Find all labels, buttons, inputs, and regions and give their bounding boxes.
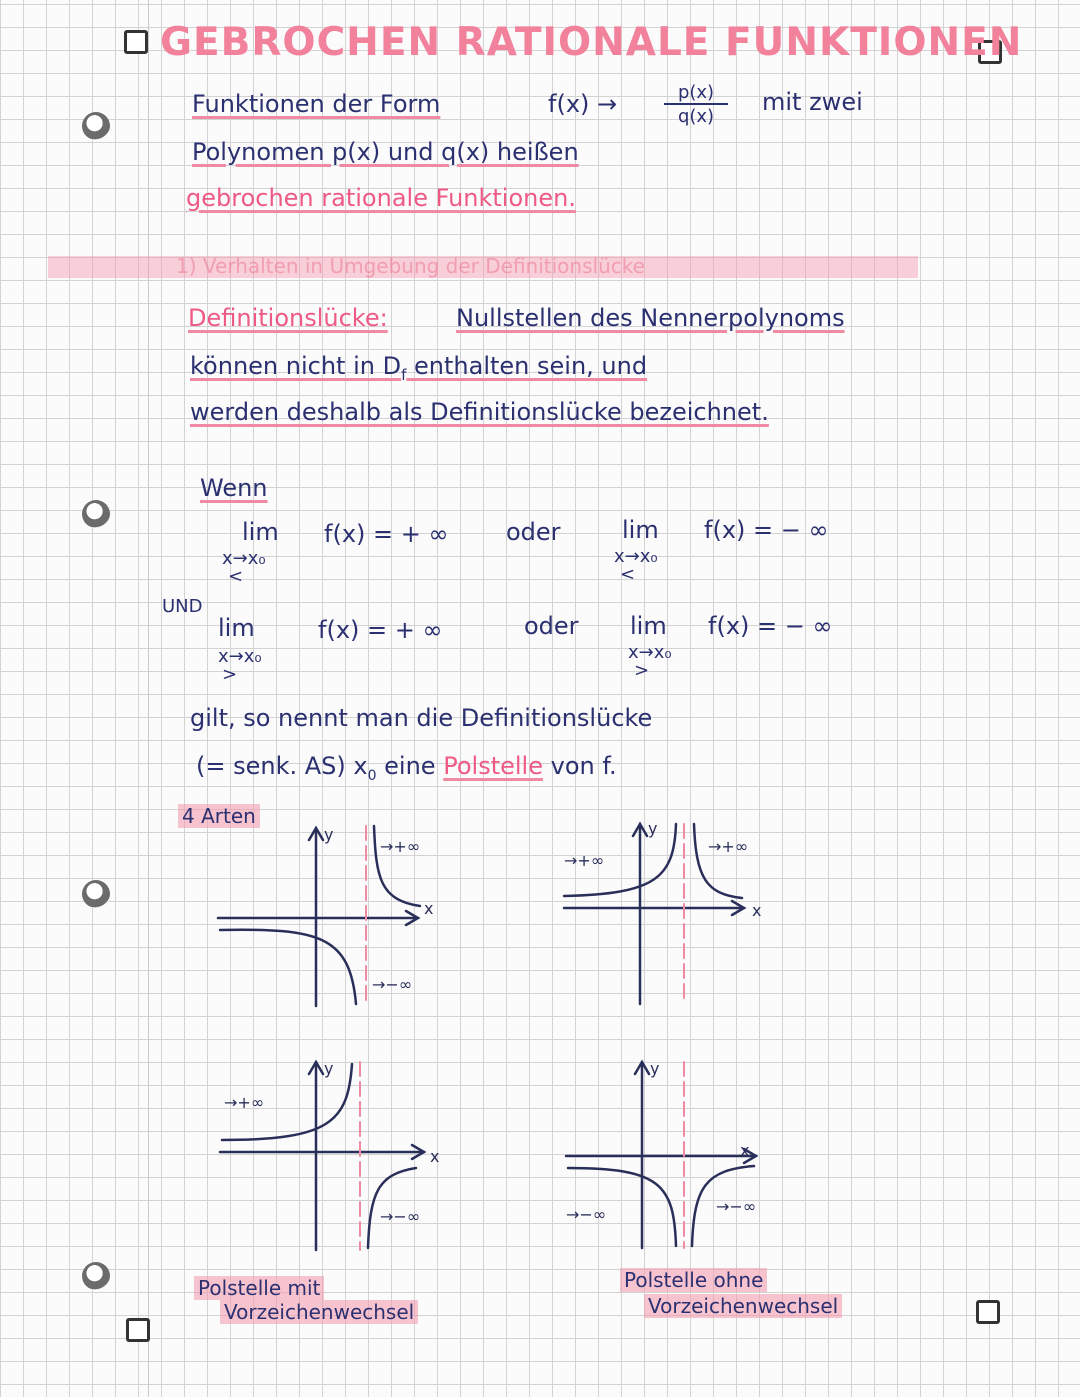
punch-hole [82, 880, 110, 908]
graph-sign-change-2 [210, 1052, 470, 1252]
polstelle-term: Polstelle [443, 752, 543, 780]
intro-text: Polynomen p(x) und q(x) heißen [192, 138, 579, 166]
function-notation: f(x) → [548, 90, 618, 118]
graph-no-sign-change-2 [560, 1052, 820, 1252]
lim-direction: > [634, 660, 650, 681]
wenn-label: Wenn [200, 474, 268, 502]
corner-marker-icon [126, 1318, 150, 1342]
lim-subscript: x→x₀ [628, 642, 672, 663]
lim-subscript: x→x₀ [222, 548, 266, 569]
lim-subscript: x→x₀ [218, 646, 262, 667]
y-axis-label: y [650, 1059, 660, 1078]
oder-label: oder [524, 612, 579, 640]
lim-direction: > [222, 664, 238, 685]
graphs-heading: 4 Arten [178, 804, 260, 828]
limit-annotation: →+∞ [380, 837, 421, 856]
lim-direction: < [620, 564, 636, 585]
graph-no-sign-change-1 [556, 818, 816, 1008]
definition-text: Nullstellen des Nennerpolynoms [456, 304, 845, 332]
limit-annotation: →+∞ [564, 851, 605, 870]
caption-sign-change: Vorzeichenwechsel [220, 1300, 418, 1324]
caption-no-sign-change: Vorzeichenwechsel [644, 1294, 842, 1318]
intro-definition: gebrochen rationale Funktionen. [186, 184, 576, 212]
limit-value: f(x) = − ∞ [708, 612, 833, 640]
conclusion-text: gilt, so nennt man die Definitionslücke [190, 704, 653, 732]
graph-sign-change-1 [200, 818, 460, 1008]
caption-no-sign-change: Polstelle ohne [620, 1268, 767, 1292]
limit-value: f(x) = − ∞ [704, 516, 829, 544]
corner-marker-icon [124, 30, 148, 54]
lim-direction: < [228, 566, 244, 587]
definition-term: Definitionslücke: [188, 304, 388, 332]
punch-hole [82, 500, 110, 528]
lim-subscript: x→x₀ [614, 546, 658, 567]
intro-text: Funktionen der Form [192, 90, 441, 118]
lim-label: lim [218, 614, 255, 642]
y-axis-label: y [324, 825, 334, 844]
limit-annotation: →−∞ [716, 1197, 757, 1216]
oder-label: oder [506, 518, 561, 546]
limit-annotation: →−∞ [566, 1205, 607, 1224]
y-axis-label: y [648, 819, 658, 838]
punch-hole [82, 112, 110, 140]
punch-hole [82, 1262, 110, 1290]
x-axis-label: x [430, 1147, 440, 1166]
lim-label: lim [242, 518, 279, 546]
lim-label: lim [622, 516, 659, 544]
x-axis-label: x [424, 899, 434, 918]
limit-value: f(x) = + ∞ [324, 520, 449, 548]
limit-annotation: →−∞ [372, 975, 413, 994]
limit-value: f(x) = + ∞ [318, 616, 443, 644]
fraction-numerator: p(x) [664, 82, 728, 105]
limit-annotation: →−∞ [380, 1207, 421, 1226]
section-heading: 1) Verhalten in Umgebung der Definitionslücke [176, 254, 645, 278]
x-axis-label: x [740, 1141, 750, 1160]
fraction-denominator: q(x) [677, 106, 715, 127]
caption-sign-change: Polstelle mit [194, 1276, 324, 1300]
conclusion-text: (= senk. AS) $x_0$ eine Polstelle von f. [196, 752, 617, 784]
limit-annotation: →+∞ [708, 837, 749, 856]
y-axis-label: y [324, 1059, 334, 1078]
definition-text: können nicht in $D_f$ enthalten sein, und [190, 352, 648, 384]
x-axis-label: x [752, 901, 762, 920]
definition-text: werden deshalb als Definitionslücke bezeichnet. [190, 398, 769, 426]
margin-line [148, 0, 149, 1397]
lim-label: lim [630, 612, 667, 640]
und-label: UND [162, 596, 203, 617]
limit-annotation: →+∞ [224, 1093, 265, 1112]
intro-text: mit zwei [762, 88, 863, 116]
corner-marker-icon [976, 1300, 1000, 1324]
page-title: GEBROCHEN RATIONALE FUNKTIONEN [160, 20, 1023, 65]
